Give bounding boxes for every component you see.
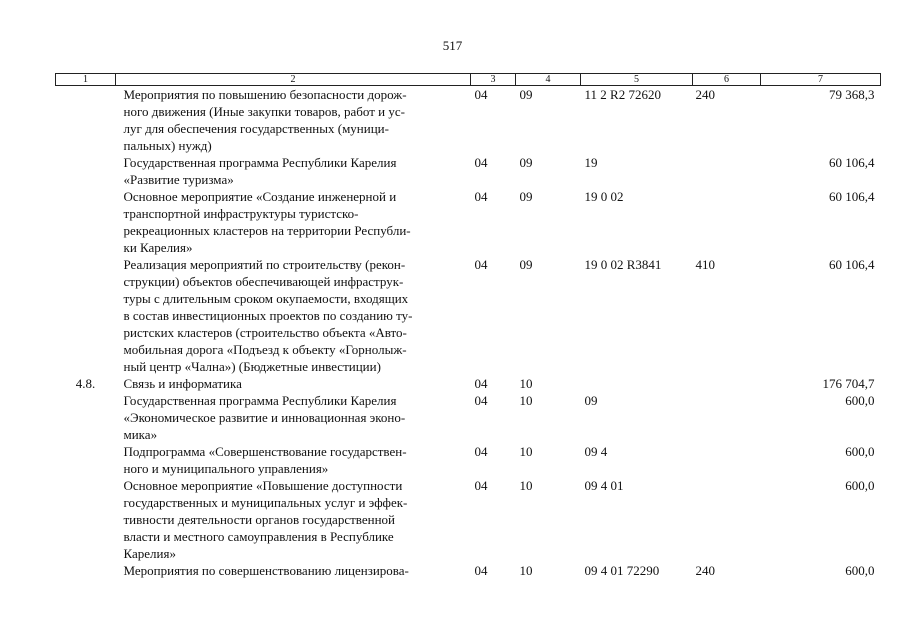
item-name-line: Основное мероприятие «Повышение доступности <box>123 478 403 493</box>
item-name-line: ки Карелия» <box>123 240 193 255</box>
table-row <box>56 443 881 477</box>
subsection-code-cell: 10 <box>519 444 533 459</box>
item-name-line: мобильная дорога «Подъезд к объекту «Горнолыж- <box>123 342 407 357</box>
item-name-line: власти и местного самоуправления в Республике <box>123 529 394 544</box>
amount-cell: 600,0 <box>845 393 875 408</box>
item-name-line: Государственная программа Республики Карелия <box>123 155 397 170</box>
column-header-7: 7 <box>761 74 881 86</box>
row-number-cell <box>56 477 116 562</box>
amount-cell: 176 704,7 <box>822 376 875 391</box>
item-name-cell <box>116 188 471 256</box>
target-article-cell <box>581 375 693 392</box>
expense-type-cell: 410 <box>695 257 715 272</box>
table-row <box>56 392 881 443</box>
section-code-cell: 04 <box>474 376 488 391</box>
item-name-line: Реализация мероприятий по строительству (рекон- <box>123 257 406 272</box>
item-name-line: государственных и муниципальных услуг и эффек- <box>123 495 408 510</box>
table-row <box>56 188 881 256</box>
item-name-line: транспортной инфраструктуры туристско- <box>123 206 359 221</box>
page-number: 517 <box>442 38 463 53</box>
target-article-cell: 19 <box>584 155 598 170</box>
table-row <box>56 154 881 188</box>
table-row <box>56 86 881 155</box>
table-row <box>56 562 881 579</box>
item-name-cell <box>116 86 471 155</box>
item-name-cell <box>116 392 471 443</box>
section-code-cell: 04 <box>474 444 488 459</box>
subsection-code-cell: 09 <box>519 155 533 170</box>
subsection-code-cell: 10 <box>519 478 533 493</box>
row-number-cell <box>56 154 116 188</box>
column-header-5: 5 <box>581 74 693 86</box>
expense-type-cell: 240 <box>695 87 715 102</box>
amount-cell: 600,0 <box>845 444 875 459</box>
row-number-cell <box>56 443 116 477</box>
target-article-cell: 19 0 02 <box>584 189 624 204</box>
item-name-cell <box>116 443 471 477</box>
row-number-cell <box>56 562 116 579</box>
item-name-line: ного и муниципального управления» <box>123 461 329 476</box>
item-name-line: тивности деятельности органов государственной <box>123 512 395 527</box>
column-header-4: 4 <box>516 74 581 86</box>
row-number-cell <box>56 188 116 256</box>
target-article-cell: 09 4 01 72290 <box>584 563 660 578</box>
item-name-line: «Экономическое развитие и инновационная эконо- <box>123 410 406 425</box>
item-name-cell <box>116 562 471 579</box>
row-number-cell <box>56 392 116 443</box>
table-body <box>56 86 881 580</box>
amount-cell: 60 106,4 <box>829 257 875 272</box>
column-number-row <box>56 74 881 86</box>
section-code-cell: 04 <box>474 393 488 408</box>
item-name-line: луг для обеспечения государственных (муници- <box>123 121 389 136</box>
item-name-line: мика» <box>123 427 158 442</box>
subsection-code-cell: 09 <box>519 87 533 102</box>
target-article-cell: 09 4 <box>584 444 608 459</box>
expense-type-cell <box>693 392 761 443</box>
row-number-cell <box>56 256 116 375</box>
item-name-line: Карелия» <box>123 546 176 561</box>
item-name-line: рекреационных кластеров на территории Республи- <box>123 223 411 238</box>
table-row <box>56 375 881 392</box>
item-name-line: Основное мероприятие «Создание инженерной и <box>123 189 397 204</box>
amount-cell: 79 368,3 <box>829 87 875 102</box>
column-header-2: 2 <box>116 74 471 86</box>
subsection-code-cell: 10 <box>519 393 533 408</box>
subsection-code-cell: 10 <box>519 376 533 391</box>
item-name-cell <box>116 375 471 392</box>
target-article-cell: 09 4 01 <box>584 478 624 493</box>
subsection-code-cell: 09 <box>519 189 533 204</box>
item-name-line: Подпрограмма «Совершенствование государствен- <box>123 444 407 459</box>
item-name-line: ного движения (Иные закупки товаров, работ и ус- <box>123 104 405 119</box>
expense-type-cell <box>693 375 761 392</box>
expense-type-cell <box>693 154 761 188</box>
item-name-line: пальных) нужд) <box>123 138 212 153</box>
item-name-line: Связь и информатика <box>123 376 242 391</box>
section-code-cell: 04 <box>474 478 488 493</box>
item-name-cell <box>116 477 471 562</box>
amount-cell: 60 106,4 <box>829 189 875 204</box>
item-name-line: Государственная программа Республики Карелия <box>123 393 397 408</box>
expense-type-cell <box>693 188 761 256</box>
item-name-line: Мероприятия по повышению безопасности дорож- <box>123 87 407 102</box>
item-name-cell <box>116 154 471 188</box>
row-number-cell: 4.8. <box>75 376 96 391</box>
section-code-cell: 04 <box>474 189 488 204</box>
expense-type-cell <box>693 443 761 477</box>
column-header-3: 3 <box>471 74 516 86</box>
column-header-6: 6 <box>693 74 761 86</box>
subsection-code-cell: 09 <box>519 257 533 272</box>
item-name-cell <box>116 256 471 375</box>
table-row <box>56 477 881 562</box>
amount-cell: 60 106,4 <box>829 155 875 170</box>
expense-type-cell <box>693 477 761 562</box>
item-name-line: ристских кластеров (строительство объекта «Авто- <box>123 325 407 340</box>
item-name-line: ный центр «Чална») (Бюджетные инвестиции) <box>123 359 381 374</box>
target-article-cell: 19 0 02 R3841 <box>584 257 662 272</box>
item-name-line: «Развитие туризма» <box>123 172 234 187</box>
section-code-cell: 04 <box>474 257 488 272</box>
table-row <box>56 256 881 375</box>
amount-cell: 600,0 <box>845 478 875 493</box>
section-code-cell: 04 <box>474 563 488 578</box>
item-name-line: в состав инвестиционных проектов по созданию ту- <box>123 308 413 323</box>
column-header-1: 1 <box>56 74 116 86</box>
section-code-cell: 04 <box>474 87 488 102</box>
target-article-cell: 09 <box>584 393 598 408</box>
item-name-line: Мероприятия по совершенствованию лицензирова- <box>123 563 409 578</box>
subsection-code-cell: 10 <box>519 563 533 578</box>
target-article-cell: 11 2 R2 72620 <box>584 87 661 102</box>
row-number-cell <box>56 86 116 155</box>
section-code-cell: 04 <box>474 155 488 170</box>
item-name-line: струкции) объектов обеспечивающей инфраструк- <box>123 274 404 289</box>
amount-cell: 600,0 <box>845 563 875 578</box>
item-name-line: туры с длительным сроком окупаемости, входящих <box>123 291 409 306</box>
expense-type-cell: 240 <box>695 563 715 578</box>
budget-table <box>55 73 881 579</box>
